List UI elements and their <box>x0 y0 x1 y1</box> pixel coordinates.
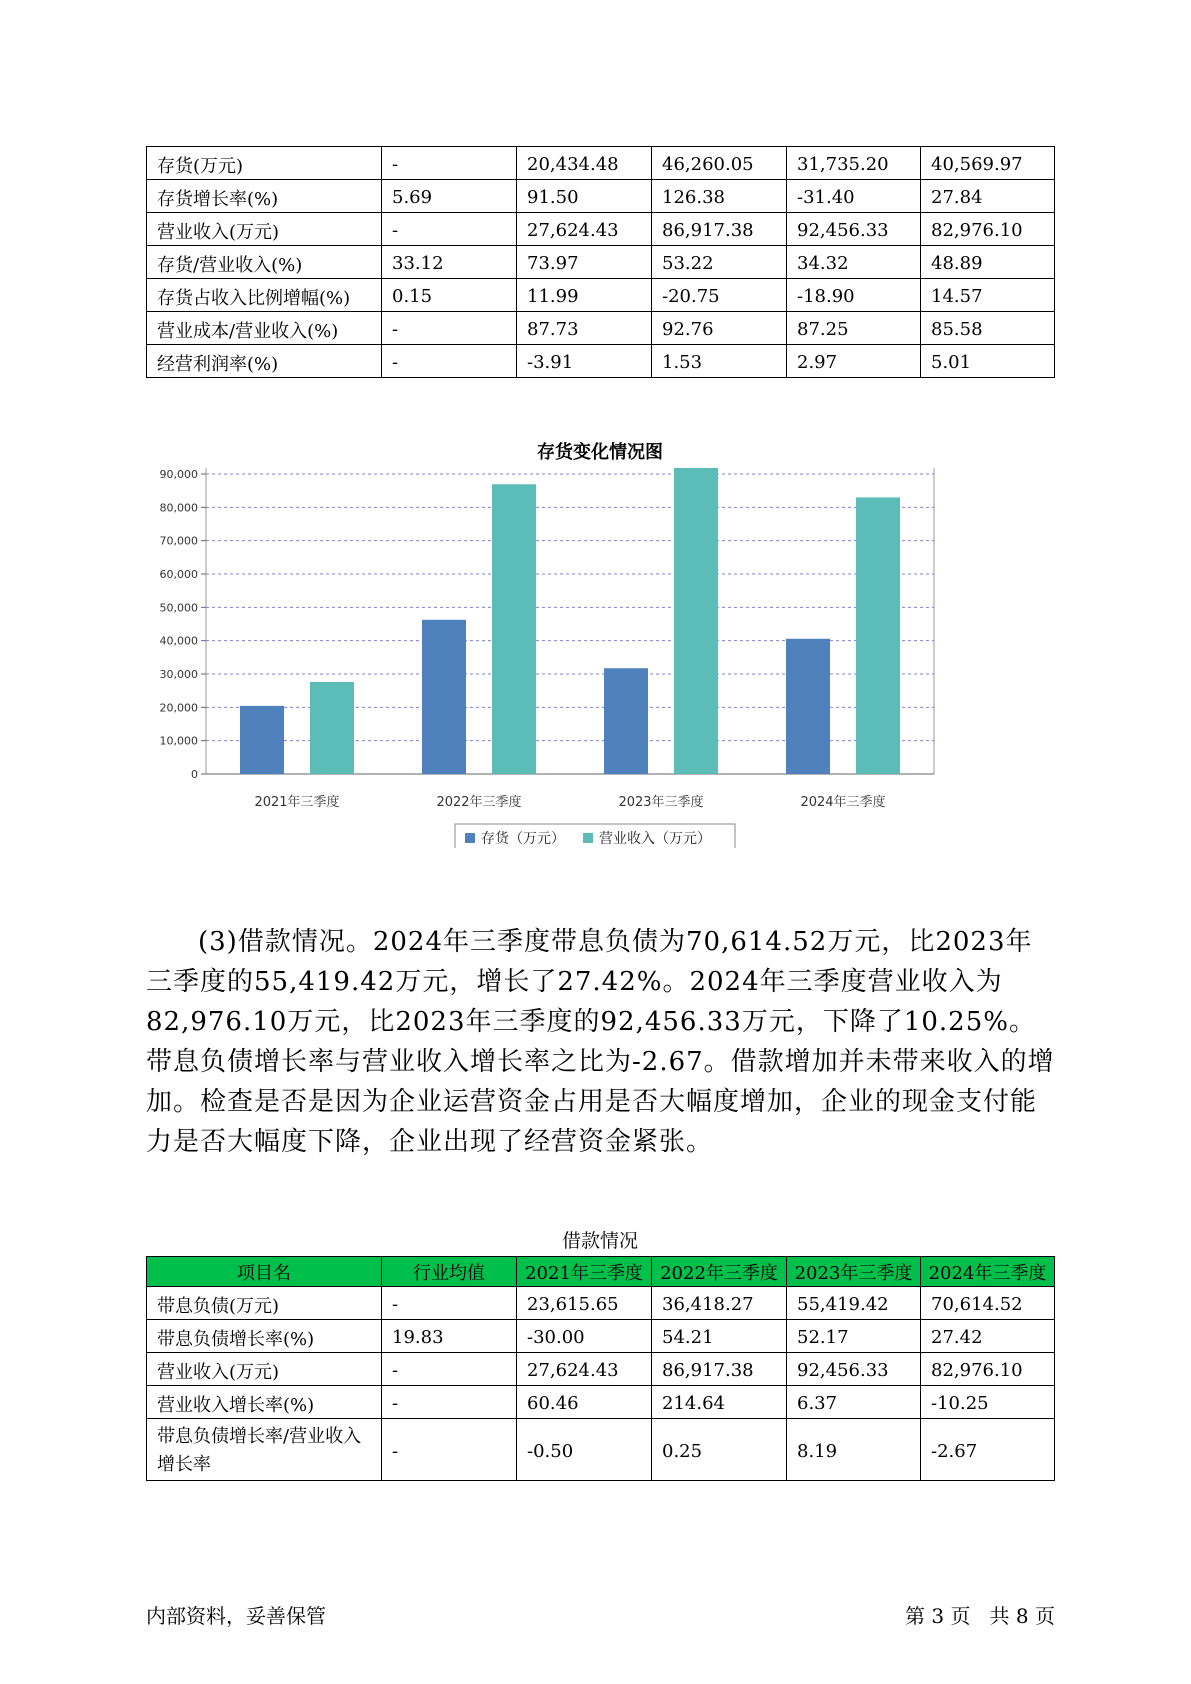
footer-confidential-note: 内部资料，妥善保管 <box>146 1604 326 1628</box>
table-cell: 8.19 <box>787 1419 921 1481</box>
row-label: 存货增长率(%) <box>147 180 382 213</box>
y-tick-label: 90,000 <box>159 468 198 481</box>
table-row <box>147 279 1055 312</box>
table-cell: 11.99 <box>517 279 652 312</box>
chart-title: 存货变化情况图 <box>537 442 663 463</box>
table-row <box>147 1419 1055 1481</box>
table-row <box>147 1320 1055 1353</box>
table-cell: 52.17 <box>787 1320 921 1353</box>
y-tick-label: 30,000 <box>159 668 198 681</box>
bar-revenue <box>310 682 354 774</box>
table-cell: -20.75 <box>652 279 787 312</box>
table-cell: - <box>382 1419 517 1481</box>
legend-swatch <box>583 833 593 843</box>
table-cell: - <box>382 213 517 246</box>
borrowing-table <box>146 1256 1055 1481</box>
bar-inventory <box>240 706 284 774</box>
x-tick-label: 2021年三季度 <box>254 795 340 810</box>
table-row <box>147 180 1055 213</box>
table-cell: 73.97 <box>517 246 652 279</box>
table-cell: 27.84 <box>921 180 1055 213</box>
table-cell: 87.25 <box>787 312 921 345</box>
table-cell: 27,624.43 <box>517 213 652 246</box>
table-cell: - <box>382 1287 517 1320</box>
table-cell: 86,917.38 <box>652 213 787 246</box>
table-cell: 126.38 <box>652 180 787 213</box>
table-row <box>147 1386 1055 1419</box>
table-row <box>147 1287 1055 1320</box>
y-tick-label: 80,000 <box>159 501 198 515</box>
column-header: 2023年三季度 <box>787 1257 921 1287</box>
table-cell: -0.50 <box>517 1419 652 1481</box>
column-header: 行业均值 <box>382 1257 517 1287</box>
table-cell: -30.00 <box>517 1320 652 1353</box>
row-label: 带息负债增长率/营业收入增长率 <box>147 1419 382 1481</box>
table-cell: 85.58 <box>921 312 1055 345</box>
table-cell: 5.69 <box>382 180 517 213</box>
inventory-table <box>146 146 1055 378</box>
y-tick-label: 0 <box>191 768 198 781</box>
table-cell: 27.42 <box>921 1320 1055 1353</box>
borrowing-paragraph: (3)借款情况。2024年三季度带息负债为70,614.52万元，比2023年三季度的55,419.42万元，增长了27.42%。2024年三季度营业收入为82,976.10万元，比2023年三季度的92,456.33万元，下降了10.25%。带息负债增长率与营业收入增长率之比为-2.67。借款增加并未带来收入的增加。检查是否是因为企业运营资金占用是否大幅度增加，企业的现金支付能力是否大幅度下降，企业出现了经营资金紧张。 <box>146 927 1055 1157</box>
table-cell: 0.25 <box>652 1419 787 1481</box>
table-cell: -10.25 <box>921 1386 1055 1419</box>
bar-inventory <box>786 639 830 774</box>
column-header: 2022年三季度 <box>652 1257 787 1287</box>
bar-revenue <box>492 484 536 774</box>
table-row <box>147 246 1055 279</box>
table-cell: 27,624.43 <box>517 1353 652 1386</box>
y-tick-label: 10,000 <box>159 734 198 748</box>
table-cell: 31,735.20 <box>787 147 921 180</box>
y-tick-label: 20,000 <box>159 701 198 715</box>
table-cell: - <box>382 147 517 180</box>
table-cell: 40,569.97 <box>921 147 1055 180</box>
row-label: 存货/营业收入(%) <box>147 246 382 279</box>
column-header: 2021年三季度 <box>517 1257 652 1287</box>
table-cell: 60.46 <box>517 1386 652 1419</box>
table-header-row <box>147 1257 1055 1287</box>
x-tick-label: 2023年三季度 <box>618 795 704 810</box>
legend-label: 营业收入（万元） <box>599 831 711 847</box>
table-cell: 87.73 <box>517 312 652 345</box>
table-cell: 46,260.05 <box>652 147 787 180</box>
table-cell: 91.50 <box>517 180 652 213</box>
table-cell: 92,456.33 <box>787 1353 921 1386</box>
y-tick-label: 40,000 <box>159 634 198 648</box>
table-cell: 36,418.27 <box>652 1287 787 1320</box>
table-cell: 70,614.52 <box>921 1287 1055 1320</box>
table-cell: 14.57 <box>921 279 1055 312</box>
bar-inventory <box>604 668 648 774</box>
table-cell: - <box>382 1353 517 1386</box>
row-label: 营业收入增长率(%) <box>147 1386 382 1419</box>
column-header: 项目名 <box>147 1257 382 1287</box>
table-cell: 23,615.65 <box>517 1287 652 1320</box>
row-label: 营业收入(万元) <box>147 1353 382 1386</box>
table-cell: 48.89 <box>921 246 1055 279</box>
row-label: 经营利润率(%) <box>147 345 382 378</box>
table-caption: 借款情况 <box>561 1230 638 1252</box>
table-cell: - <box>382 345 517 378</box>
table-cell: 55,419.42 <box>787 1287 921 1320</box>
x-tick-label: 2024年三季度 <box>800 795 886 810</box>
table-cell: 82,976.10 <box>921 1353 1055 1386</box>
table-cell: - <box>382 312 517 345</box>
bar-revenue <box>674 468 718 774</box>
table-cell: 5.01 <box>921 345 1055 378</box>
table-cell: 1.53 <box>652 345 787 378</box>
table-cell: -18.90 <box>787 279 921 312</box>
row-label: 带息负债(万元) <box>147 1287 382 1320</box>
x-tick-label: 2022年三季度 <box>436 795 522 810</box>
table-cell: 92,456.33 <box>787 213 921 246</box>
row-label: 营业收入(万元) <box>147 213 382 246</box>
legend-swatch <box>465 833 475 843</box>
bar-revenue <box>856 497 900 774</box>
table-cell: -31.40 <box>787 180 921 213</box>
table-cell: 33.12 <box>382 246 517 279</box>
y-tick-label: 60,000 <box>159 568 198 581</box>
table-cell: - <box>382 1386 517 1419</box>
table-row <box>147 1353 1055 1386</box>
table-row <box>147 213 1055 246</box>
y-tick-label: 50,000 <box>159 601 198 615</box>
table-cell: -3.91 <box>517 345 652 378</box>
row-label: 存货(万元) <box>147 147 382 180</box>
legend-label: 存货（万元） <box>481 831 565 847</box>
row-label: 营业成本/营业收入(%) <box>147 312 382 345</box>
bar-inventory <box>422 620 466 774</box>
table-cell: 0.15 <box>382 279 517 312</box>
table-cell: 34.32 <box>787 246 921 279</box>
row-label: 存货占收入比例增幅(%) <box>147 279 382 312</box>
inventory-bar-chart <box>150 468 1050 848</box>
table-cell: 214.64 <box>652 1386 787 1419</box>
table-cell: 54.21 <box>652 1320 787 1353</box>
table-cell: 82,976.10 <box>921 213 1055 246</box>
table-row <box>147 147 1055 180</box>
table-row <box>147 345 1055 378</box>
y-tick-label: 70,000 <box>159 534 198 548</box>
table-cell: 86,917.38 <box>652 1353 787 1386</box>
table-cell: 20,434.48 <box>517 147 652 180</box>
table-cell: 92.76 <box>652 312 787 345</box>
table-row <box>147 312 1055 345</box>
table-cell: -2.67 <box>921 1419 1055 1481</box>
row-label: 带息负债增长率(%) <box>147 1320 382 1353</box>
table-cell: 19.83 <box>382 1320 517 1353</box>
footer-page-number: 第 3 页 共 8 页 <box>905 1604 1055 1628</box>
table-cell: 2.97 <box>787 345 921 378</box>
table-cell: 53.22 <box>652 246 787 279</box>
column-header: 2024年三季度 <box>921 1257 1055 1287</box>
table-cell: 6.37 <box>787 1386 921 1419</box>
